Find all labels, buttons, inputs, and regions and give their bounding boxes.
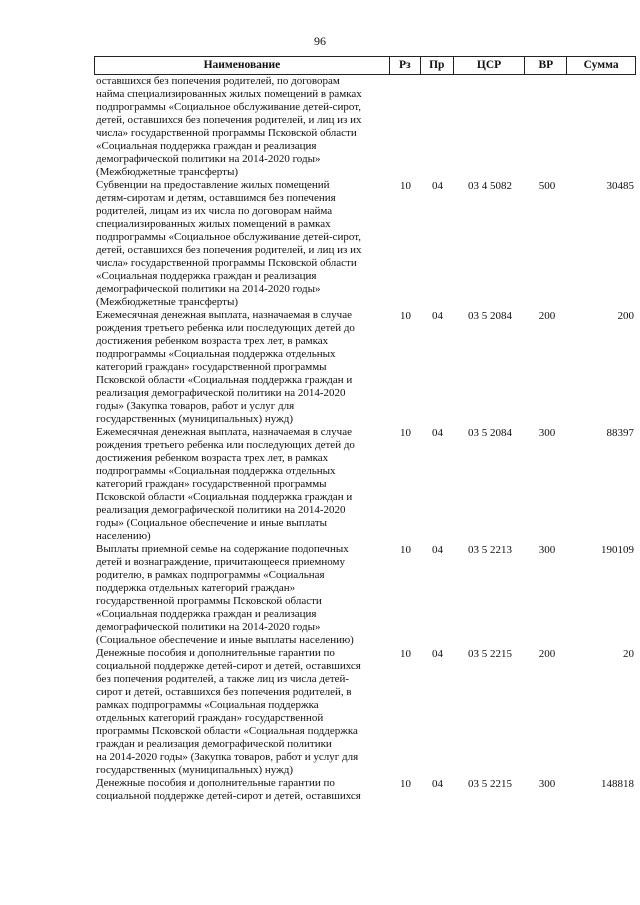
row-sum: 148818 xyxy=(601,778,634,790)
row-vr: 500 xyxy=(538,180,556,192)
row-sum: 20 xyxy=(623,648,634,660)
row-name: Субвенции на предоставление жилых помещений детям-сиротам и детям, оставшимся без попечения родителей, лицам из их числа по договорам найма специализированных жилых помещений в рамках подпрограммы «Социальное обслуживание детей-сирот, детей, оставшихся без попечения родителей, и лиц из их числа» государственной программы Псковской области «Социальная поддержка граждан и реализация демографической политики на 2014-2020 годы» (Межбюджетные трансферты) xyxy=(96,179,362,308)
row-csr: 03 5 2215 xyxy=(468,778,512,790)
row-vr: 300 xyxy=(538,427,556,439)
row-pr: 04 xyxy=(432,427,443,439)
row-sum xyxy=(568,75,634,179)
row-rz: 10 xyxy=(400,778,411,790)
row-name: Денежные пособия и дополнительные гарантии по социальной поддержке детей-сирот и детей, оставшихся без попечения родителей, а также лиц из числа детей- сирот и детей, оставшихся без попечения родителей, в рамках подпрограммы «Социальная поддержка отдельных категорий граждан» государственной программы Псковской области «Социальная поддержка граждан и реализация демографической политики на 2014-2020 годы» (Закупка товаров, работ и услуг для государственных (муниципальных) нужд) xyxy=(96,647,361,776)
header-vr: ВР xyxy=(525,57,567,74)
row-vr xyxy=(526,75,568,179)
row-vr: 300 xyxy=(538,544,556,556)
row-pr: 04 xyxy=(432,648,443,660)
table-row xyxy=(94,543,636,647)
budget-table xyxy=(94,56,636,803)
row-rz: 10 xyxy=(400,427,411,439)
row-rz: 10 xyxy=(400,310,411,322)
table-row xyxy=(94,777,636,803)
row-vr: 200 xyxy=(538,648,556,660)
row-rz: 10 xyxy=(400,648,411,660)
row-csr: 03 4 5082 xyxy=(468,180,512,192)
row-name: Ежемесячная денежная выплата, назначаемая в случае рождения третьего ребенка или последующих детей до достижения ребенком возраста трех лет, в рамках подпрограммы «Социальная поддержка отдельных категорий граждан» государственной программы Псковской области «Социальная поддержка граждан и реализация демографической политики на 2014-2020 годы» (Социальное обеспечение и иные выплаты населению) xyxy=(96,426,355,542)
row-vr: 300 xyxy=(538,778,556,790)
header-sum: Сумма xyxy=(583,59,619,71)
row-name: Выплаты приемной семье на содержание подопечных детей и вознаграждение, причитающееся приемному родителю, в рамках подпрограммы «Социальная поддержка отдельных категорий граждан» государственной программы Псковской области «Социальная поддержка граждан и реализация демографической политики на 2014-2020 годы» (Социальное обеспечение и иные выплаты населению) xyxy=(96,543,354,646)
row-pr: 04 xyxy=(432,778,443,790)
header-rz: Рз xyxy=(390,57,421,74)
row-name: Ежемесячная денежная выплата, назначаемая в случае рождения третьего ребенка или последующих детей до достижения ребенком возраста трех лет, в рамках подпрограммы «Социальная поддержка отдельных категорий граждан» государственной программы Псковской области «Социальная поддержка граждан и реализация демографической политики на 2014-2020 годы» (Закупка товаров, работ и услуг для государственных (муниципальных) нужд) xyxy=(96,309,355,425)
row-vr: 200 xyxy=(538,310,556,322)
row-pr: 04 xyxy=(432,180,443,192)
page-number: 96 xyxy=(314,34,326,48)
row-sum: 88397 xyxy=(606,427,634,439)
row-sum: 200 xyxy=(617,310,634,322)
row-csr: 03 5 2084 xyxy=(468,427,512,439)
row-name: Денежные пособия и дополнительные гарантии по социальной поддержке детей-сирот и детей, оставшихся xyxy=(96,777,361,802)
row-rz xyxy=(390,75,421,179)
table-row xyxy=(94,426,636,543)
row-rz: 10 xyxy=(400,544,411,556)
table-row xyxy=(94,309,636,426)
table-row xyxy=(94,75,636,179)
row-pr xyxy=(421,75,454,179)
row-csr xyxy=(454,75,526,179)
row-name: оставшихся без попечения родителей, по договорам найма специализированных жилых помещений в рамках подпрограммы «Социальное обслуживание детей-сирот, детей, оставшихся без попечения родителей, и лиц из их числа» государственной программы Псковской области «Социальная поддержка граждан и реализация демографической политики на 2014-2020 годы» (Межбюджетные трансферты) xyxy=(96,75,362,178)
row-csr: 03 5 2084 xyxy=(468,310,512,322)
row-csr: 03 5 2215 xyxy=(468,648,512,660)
table-header xyxy=(94,56,636,75)
row-sum: 30485 xyxy=(606,180,634,192)
header-csr: ЦСР xyxy=(454,57,526,74)
header-name: Наименование xyxy=(95,57,390,74)
header-pr: Пр xyxy=(421,57,454,74)
table-row xyxy=(94,647,636,777)
row-csr: 03 5 2213 xyxy=(468,544,512,556)
row-sum: 190109 xyxy=(601,544,634,556)
row-rz: 10 xyxy=(400,180,411,192)
table-row xyxy=(94,179,636,309)
row-pr: 04 xyxy=(432,544,443,556)
row-pr: 04 xyxy=(432,310,443,322)
